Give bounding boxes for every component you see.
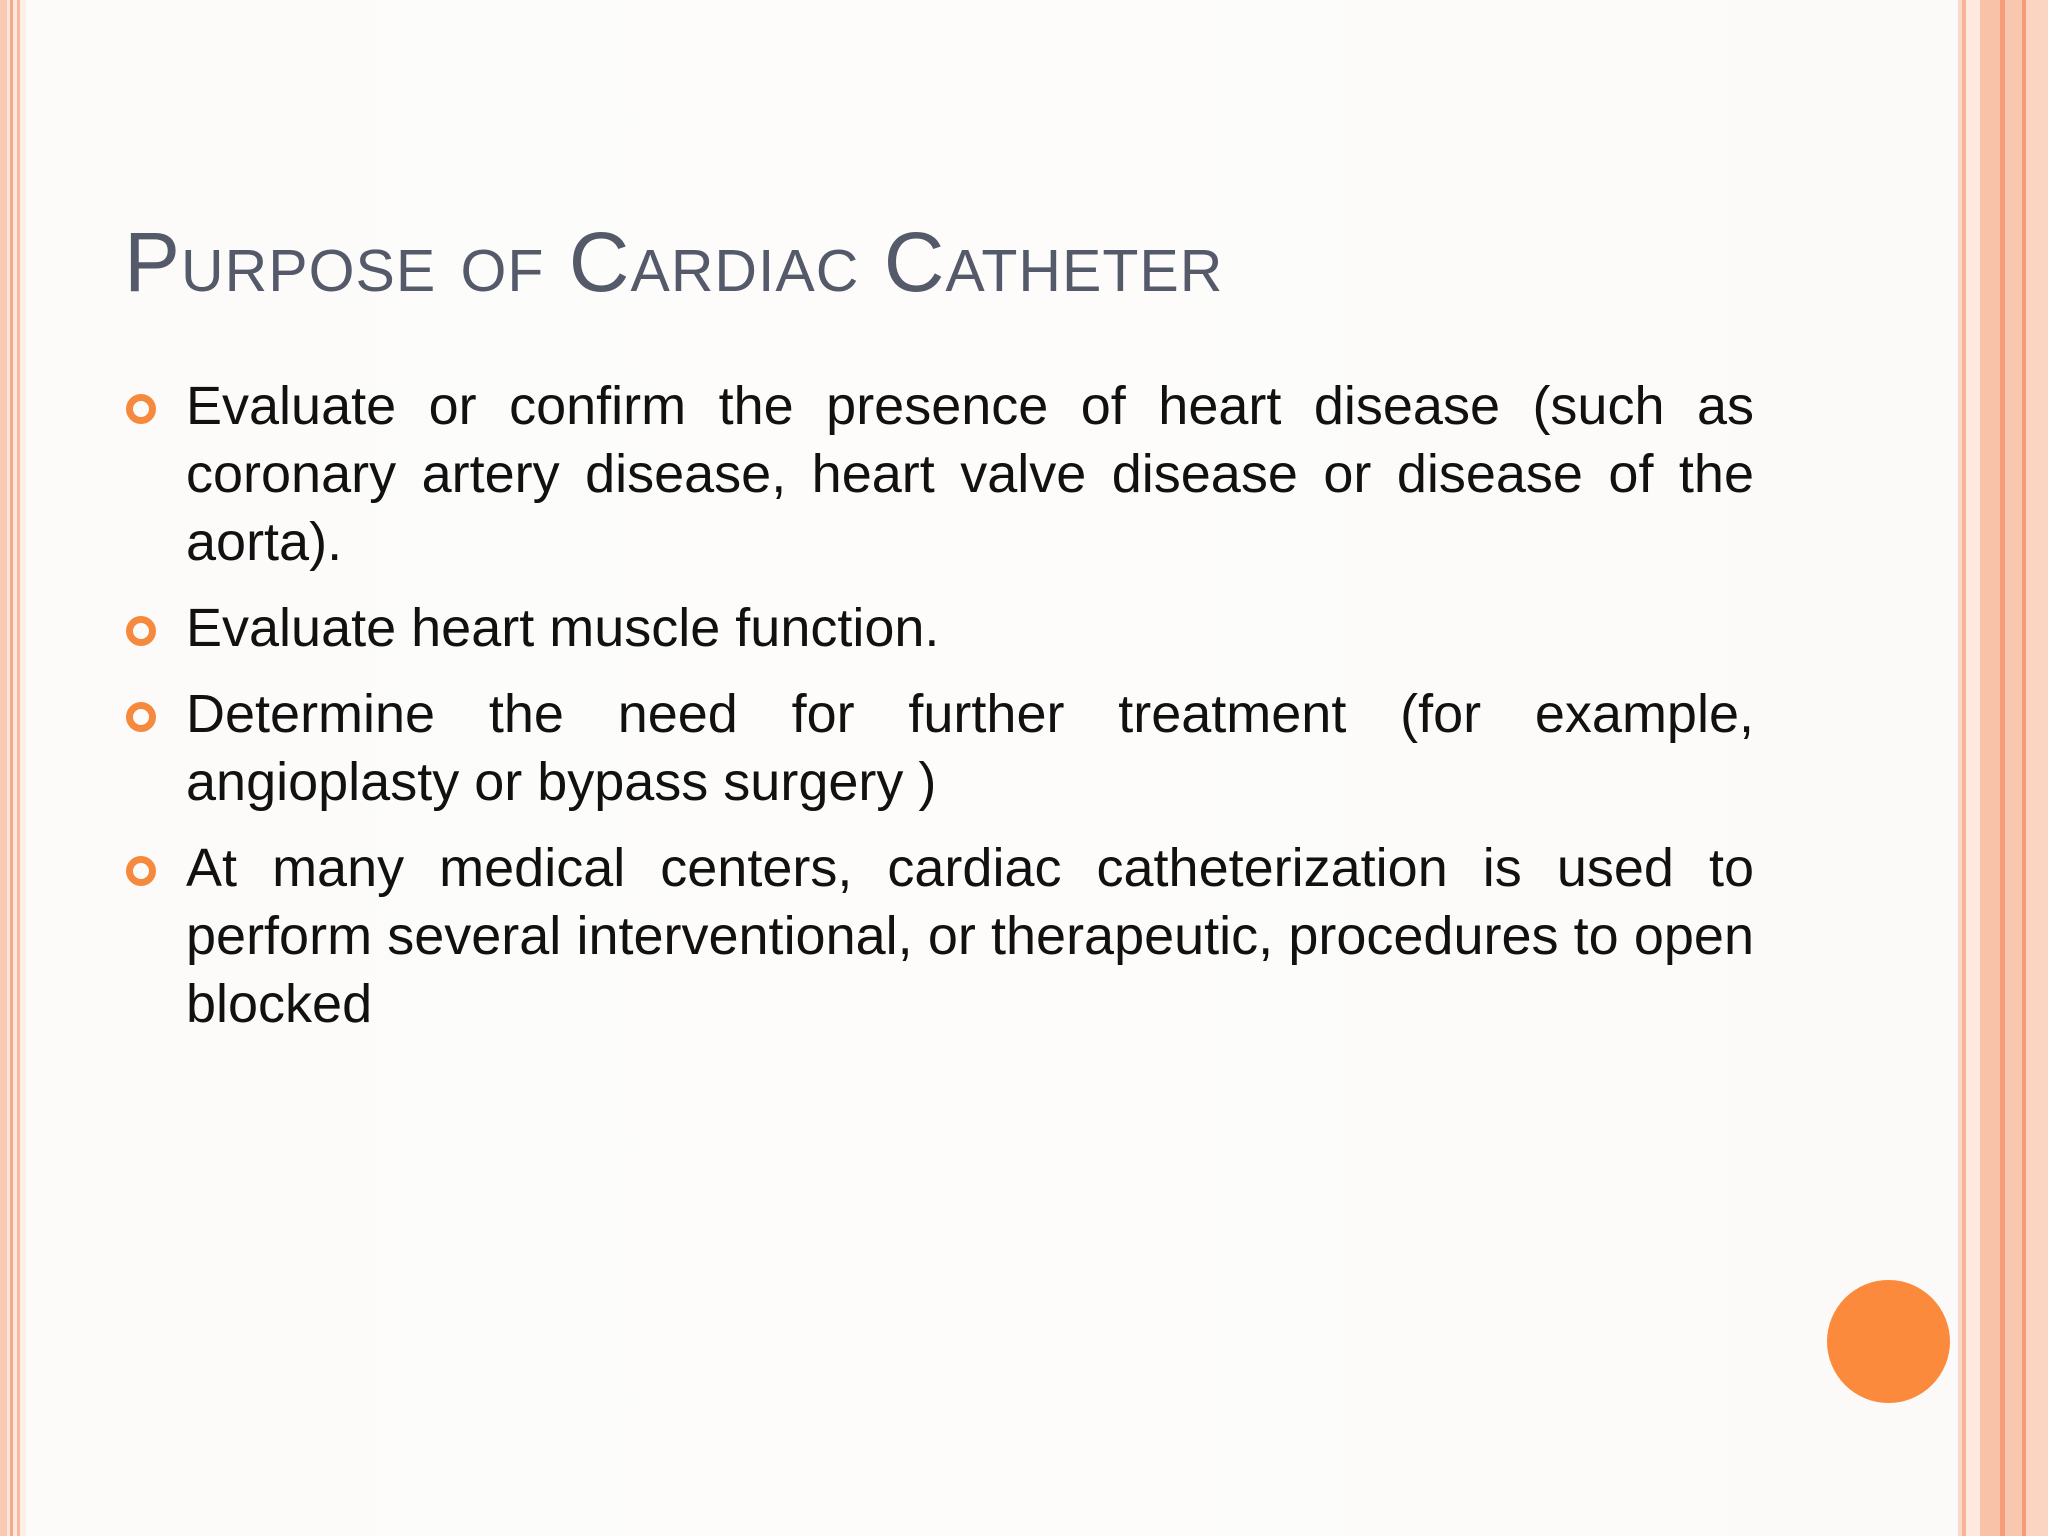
bullet-item [126,834,1754,1038]
bullet-item [126,594,1754,662]
hollow-circle-icon [126,616,156,646]
bullet-text: Evaluate or confirm the presence of heart disease (such as coronary artery disease, heart valve disease or disease of the aorta). [186,376,1754,572]
right-border-stripe [2026,0,2048,1536]
bullet-text: Evaluate heart muscle function. [186,598,940,658]
hollow-circle-icon [126,394,156,424]
bullet-text: At many medical centers, cardiac catheterization is used to perform several interventional, or therapeutic, procedures to open blocked [186,838,1754,1034]
hollow-circle-icon [126,702,156,732]
bullet-list [126,372,1754,1056]
bullet-text: Determine the need for further treatment (for example, angioplasty or bypass surgery ) [186,684,1754,812]
bullet-item [126,680,1754,816]
right-border-stripe [1980,0,2000,1536]
bullet-item [126,372,1754,576]
right-border-stripe [2005,0,2022,1536]
hollow-circle-icon [126,856,156,886]
left-border-stripe [0,0,7,1536]
right-border-stripe [1966,0,1980,1536]
left-border-stripe [20,0,26,1536]
slide-title: Purpose of Cardiac Catheter [124,215,1224,309]
orange-circle-icon [1827,1280,1950,1403]
